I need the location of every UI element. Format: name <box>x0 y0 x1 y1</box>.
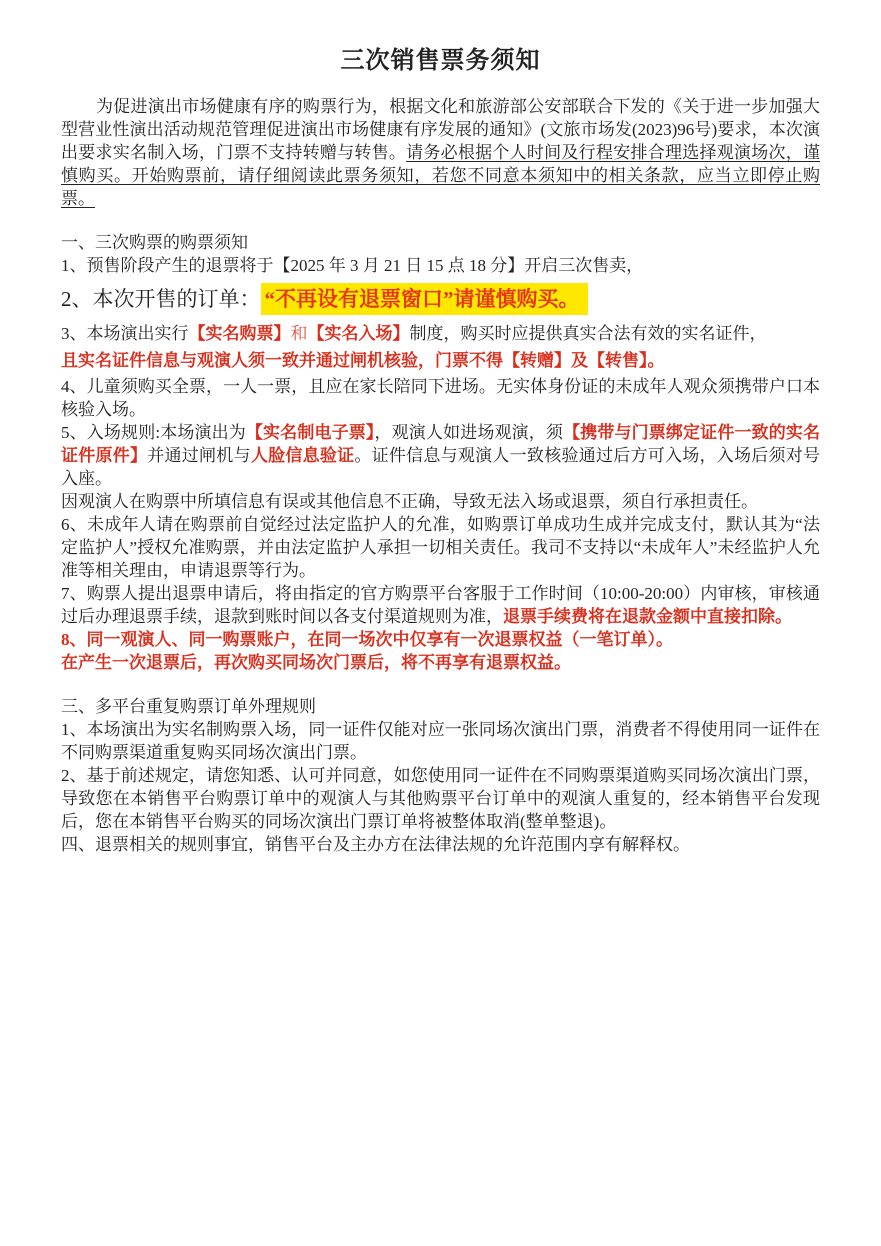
section-1-heading <box>61 231 820 254</box>
text-run: 6、未成年人请在购票前自觉经过法定监护人的允准，如购票订单成功生成并完成支付，默认其为“法定监护人”授权允准购票，并由法定监护人承担一切相关责任。我司不支持以“未成年人”未经监护人允准等相关理由，申请退票等行为。 <box>61 515 820 580</box>
text-run: 一、三次购票的购票须知 <box>61 233 248 252</box>
text-run: 3、本场演出实行 <box>61 324 189 343</box>
item-1-2 <box>61 287 820 311</box>
text-run: 请务必根据个人时间及行程安排合理选择观演场次，谨慎购买。开始购票前，请仔细阅读此票务须知，若您不同意本须知中的相关条款，应当立即停止购票。 <box>61 143 821 208</box>
text-run: 【实名入场】 <box>307 324 410 343</box>
document-title: 三次销售票务须知 <box>340 48 541 74</box>
item-3-1 <box>61 718 820 764</box>
text-run: 且实名证件信息与观演人须一致并通过闸机核验，门票不得【转赠】及【转售】。 <box>61 351 665 370</box>
section-gap <box>61 210 820 231</box>
text-run: 三、多平台重复购票订单外理规则 <box>61 697 316 716</box>
text-run: 8、同一观演人、同一购票账户，在同一场次中仅享有一次退票权益（一笔订单）。 <box>61 630 673 649</box>
item-1-5 <box>61 421 820 490</box>
text-run: 人脸信息验证 <box>250 446 355 465</box>
text-run: 5、入场规则:本场演出为 <box>61 423 246 442</box>
section-gap <box>61 674 820 695</box>
text-run: 并通过闸机与 <box>147 446 251 465</box>
text-run: 和 <box>290 324 308 343</box>
text-run: 4、儿童须购买全票，一人一票，且应在家长陪同下进场。无实体身份证的未成年人观众须携带户口本核验入场。 <box>61 377 820 419</box>
text-run: 7、购票人提出退票申请后，将由指定的官方购票平台客服于工作时间（10:00-20:00）内审核，审核通过后办理退票手续，退款到账时间以各支付渠道规则为准， <box>61 584 820 626</box>
text-run: 2、基于前述规定，请您知悉、认可并同意，如您使用同一证件在不同购票渠道购买同场次演出门票，导致您在本销售平台购票订单中的观演人与其他购票平台订单中的观演人重复的，经本销售平台发现后，您在本销售平台购买的同场次演出门票订单将被整体取消(整单整退)。 <box>61 766 820 831</box>
section-4-line <box>61 833 820 856</box>
text-run: 。证件信息与观演人一致核验通过后方可入场，入场后须对号入座。 <box>61 446 821 488</box>
text-run: 【携带与门票绑定证件一致的实名证件原件】 <box>61 423 821 465</box>
text-run: 1、预售阶段产生的退票将于【2025 年 3 月 21 日 15 点 18 分】开启三次售卖， <box>61 256 644 275</box>
item-1-8 <box>61 628 820 651</box>
text-run: 1、本场演出为实名制购票入场，同一证件仅能对应一张同场次演出门票，消费者不得使用同一证件在不同购票渠道重复购买同场次演出门票。 <box>61 720 820 762</box>
section-3-heading <box>61 695 820 718</box>
highlight-warning-text: “不再设有退票窗口”请谨慎购买。 <box>261 283 588 315</box>
text-run: 四、退票相关的规则事宜，销售平台及主办方在法律法规的允许范围内享有解释权。 <box>61 835 690 854</box>
text-run: 2、本次开售的订单： <box>61 287 261 311</box>
item-1-1 <box>61 254 820 277</box>
document-body <box>61 95 820 856</box>
text-run: 因观演人在购票中所填信息有误或其他信息不正确，导致无法入场或退票，须自行承担责任。 <box>61 492 758 511</box>
item-1-5-note <box>61 490 820 513</box>
item-1-8-note <box>61 651 820 674</box>
item-1-3-note <box>61 349 820 372</box>
intro-paragraph <box>61 95 820 210</box>
text-run: ，观演人如进场观演，须 <box>374 423 564 442</box>
item-1-3 <box>61 322 820 345</box>
item-3-2 <box>61 764 820 833</box>
item-1-6 <box>61 513 820 582</box>
text-run: 【实名制电子票】 <box>245 423 375 442</box>
item-1-4 <box>61 375 820 421</box>
item-1-7 <box>61 582 820 628</box>
text-run: 在产生一次退票后，再次购买同场次门票后，将不再享有退票权益。 <box>61 653 571 672</box>
text-run: 为促进演出市场健康有序的购票行为，根据文化和旅游部公安部联合下发的《关于进一步加强大型营业性演出活动规范管理促进演出市场健康有序发展的通知》(文旅市场发(2023)96号)要求，本次演出要求实名制入场，门票不支持转赠与转售。 <box>61 97 820 162</box>
text-run: 【实名购票】 <box>188 324 291 343</box>
text-run: 制度，购买时应提供真实合法有效的实名证件， <box>409 324 767 343</box>
text-run: 退票手续费将在退款金额中直接扣除。 <box>503 607 792 626</box>
